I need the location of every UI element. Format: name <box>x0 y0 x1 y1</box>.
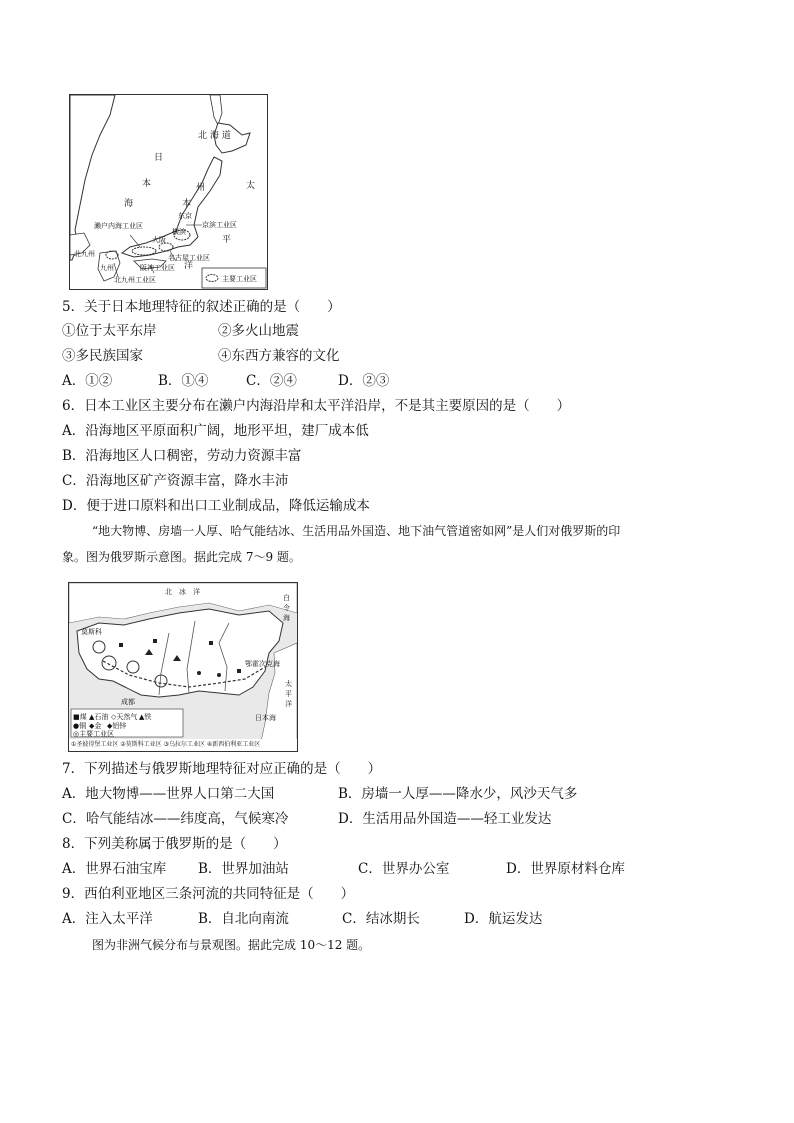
label-sea-ri: 日 <box>154 153 164 163</box>
q7-option-c: C．哈气能结冰——纬度高，气候寒冷 <box>62 811 289 827</box>
q5-item-3: ③多民族国家 <box>62 348 143 364</box>
legend-gold: ◆金 <box>89 722 102 730</box>
label-osaka: 大阪 <box>152 236 166 244</box>
q5-option-d: D．②③ <box>338 373 390 389</box>
label-kitakyushu-left: 北九州 <box>74 250 95 258</box>
q6-stem: 6．日本工业区主要分布在濑户内海沿岸和太平洋沿岸，不是其主要原因的是（ ） <box>62 398 571 414</box>
q9-stem: 9．西伯利亚地区三条河流的共同特征是（ ） <box>62 886 355 902</box>
q9-option-b: B．自北向南流 <box>198 911 289 927</box>
q5-item-4: ④东西方兼容的文化 <box>218 348 340 364</box>
q8-stem: 8．下列美称属于俄罗斯的是（ ） <box>62 836 287 852</box>
q6-option-a: A．沿海地区平原面积广阔，地形平坦，建厂成本低 <box>62 423 369 439</box>
q8-option-d: D．世界原材料仓库 <box>506 861 625 877</box>
label-ocean-ping: 平 <box>222 235 232 245</box>
q5-option-a: A．①② <box>62 373 113 389</box>
russia-passage-line-1: “地大物博、房墙一人厚、哈气能结冰、生活用品外国造、地下油气管道密如网”是人们对俄罗斯的印 <box>92 524 621 538</box>
label-hokkaido: 北 海 道 <box>198 131 231 141</box>
q5-item-2: ②多火山地震 <box>218 323 299 339</box>
legend-copper: ●铜 <box>73 722 87 730</box>
label-honshu-ben: 本 <box>182 199 192 209</box>
q9-option-d: D．航运发达 <box>464 911 543 927</box>
japan-map <box>69 94 268 290</box>
label-nagoya: 名古屋工业区 <box>168 254 210 262</box>
label-setouchi: 濑户内海工业区 <box>94 222 143 230</box>
legend-iron: ▲铁 <box>139 713 152 721</box>
q7-option-d: D．生活用品外国造——轻工业发达 <box>338 811 552 827</box>
label-sea-ben: 本 <box>142 179 152 189</box>
label-arctic: 北 冰 洋 <box>165 588 200 596</box>
q5-option-b: B．①④ <box>158 373 209 389</box>
q7-stem: 7．下列描述与俄罗斯地理特征对应正确的是（ ） <box>62 761 382 777</box>
legend-coal: ■煤 <box>73 713 87 721</box>
russia-passage-line-2: 象。图为俄罗斯示意图。据此完成 7～9 题。 <box>62 550 301 564</box>
label-japan-sea: 日本海 <box>255 714 276 722</box>
label-moscow: 莫斯科 <box>81 628 102 636</box>
label-yokohama: 横滨 <box>172 228 186 236</box>
label-honshu-zhou: 州 <box>196 183 206 193</box>
q5-stem: 5．关于日本地理特征的叙述正确的是（ ） <box>62 299 341 315</box>
label-chengdu: 成都 <box>121 698 135 706</box>
label-keihin: 京滨工业区 <box>202 221 237 229</box>
q8-option-c: C．世界办公室 <box>358 861 450 877</box>
legend-industrial-zone: ◎主要工业区 <box>73 730 115 738</box>
q6-option-d: D．便于进口原料和出口工业制成品，降低运输成本 <box>62 498 370 514</box>
q5-option-c: C．②④ <box>246 373 297 389</box>
label-kitakyushu: 北九州工业区 <box>114 276 156 284</box>
q9-option-a: A．注入太平洋 <box>62 911 153 927</box>
label-ocean-yang: 洋 <box>184 261 194 271</box>
legend-label: 主要工业区 <box>222 275 257 283</box>
russia-map <box>68 582 298 752</box>
label-okhotsk: 鄂霍次克海 <box>245 660 280 668</box>
label-hanshin: 阪神工业区 <box>140 264 175 272</box>
q8-option-a: A．世界石油宝库 <box>62 861 167 877</box>
q6-option-b: B．沿海地区人口稠密，劳动力资源丰富 <box>62 448 302 464</box>
q8-option-b: B．世界加油站 <box>198 861 289 877</box>
q7-option-a: A．地大物博——世界人口第二大国 <box>62 786 275 802</box>
label-bering: 白 令 海 <box>283 594 290 622</box>
q7-option-b: B．房墙一人厚——降水少，风沙天气多 <box>338 786 578 802</box>
russia-map-footnote: ①圣彼得堡工业区 ②莫斯科工业区 ③乌拉尔工业区 ④新西伯利亚工业区 <box>71 741 261 748</box>
label-kyushu: 九州 <box>100 264 114 272</box>
label-sea-hai: 海 <box>124 199 134 209</box>
q5-item-1: ①位于太平东岸 <box>62 323 157 339</box>
legend-oil: ▲石油 <box>89 713 109 721</box>
label-pacific: 太 平 洋 <box>285 680 292 708</box>
legend-gas: ◇天然气 <box>111 713 138 721</box>
q6-option-c: C．沿海地区矿产资源丰富，降水丰沛 <box>62 473 289 489</box>
q9-option-c: C．结冰期长 <box>342 911 420 927</box>
legend-lead-zinc: ◆铝锌 <box>107 722 127 730</box>
africa-passage: 图为非洲气候分布与景观图。据此完成 10～12 题。 <box>92 938 371 952</box>
label-tokyo: 东京 <box>178 212 192 220</box>
label-ocean-tai: 太 <box>246 181 256 191</box>
